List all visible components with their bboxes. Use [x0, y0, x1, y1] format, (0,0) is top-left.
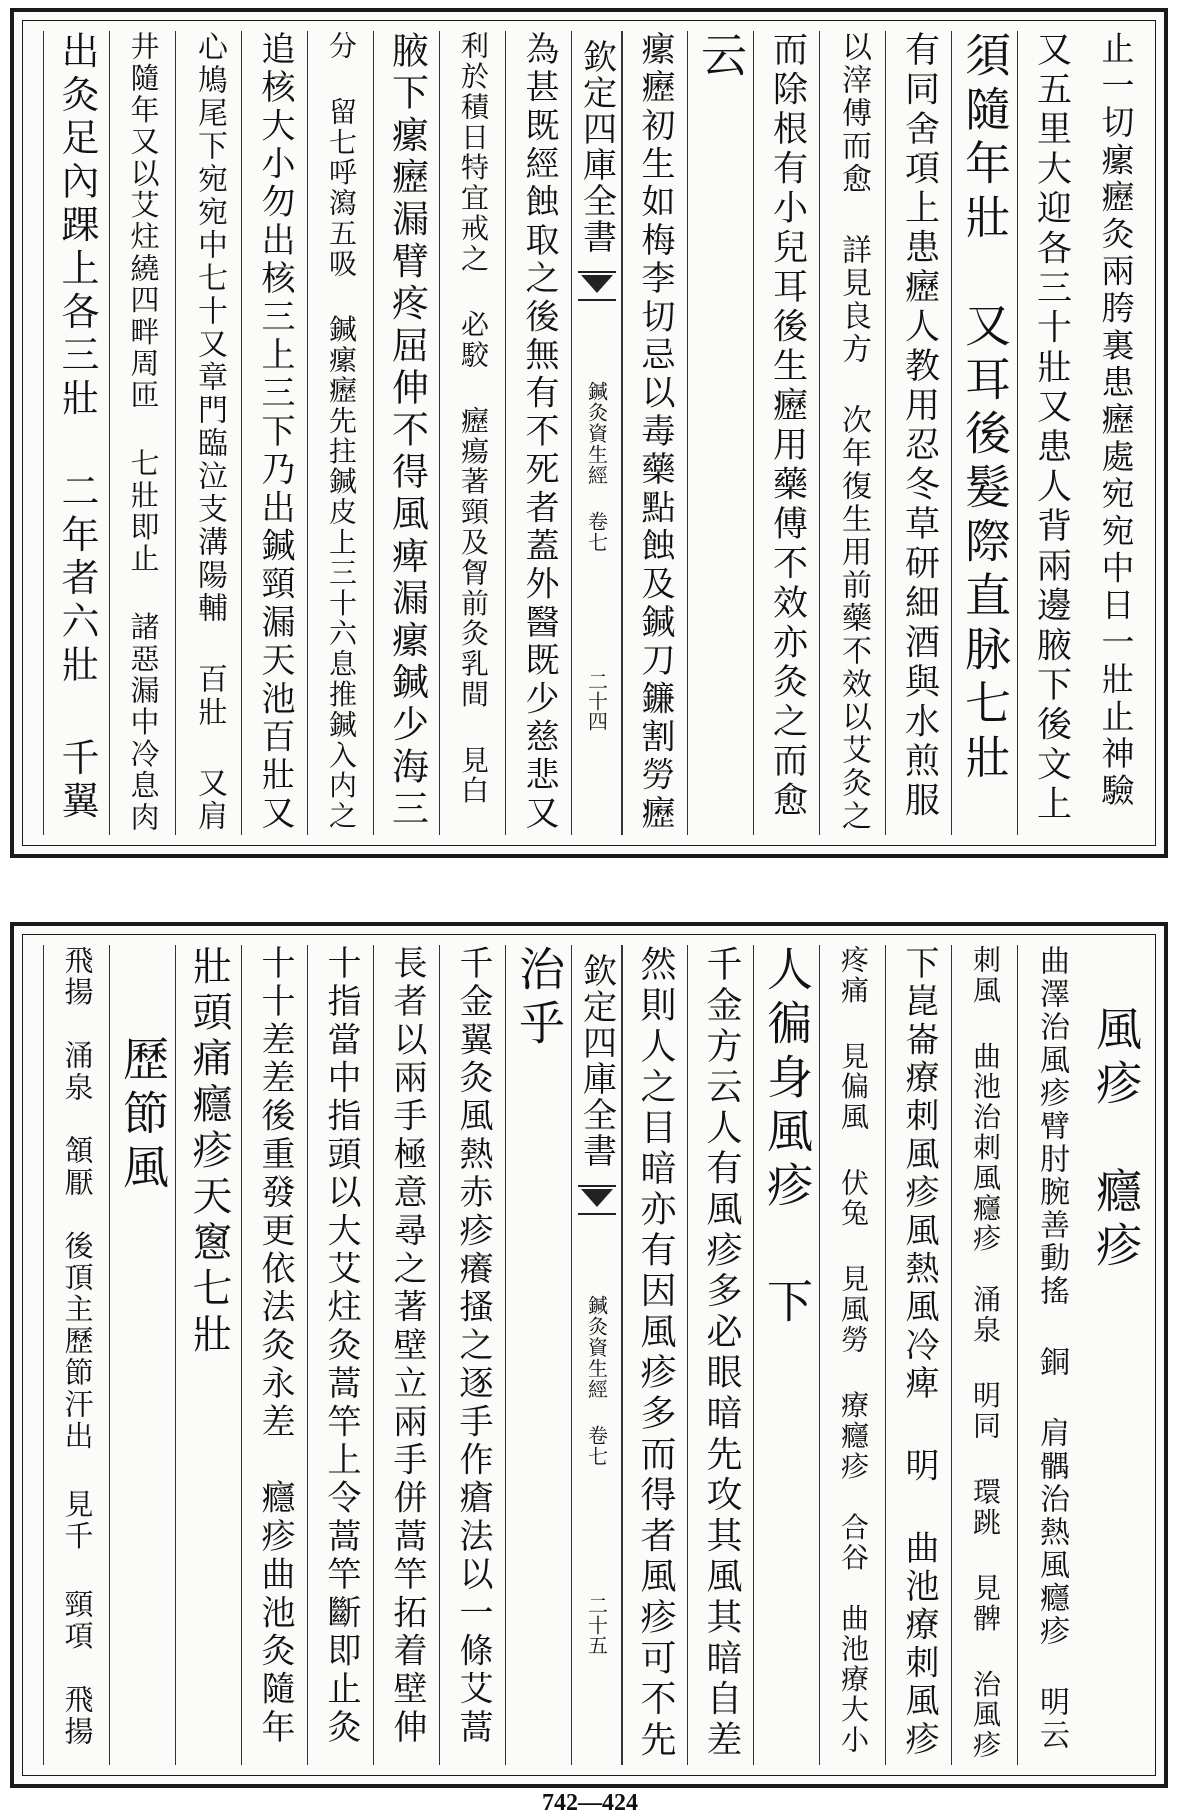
text-column: 以滓傅而愈 詳見良方 次年復生用前藥不效以艾灸之 — [819, 31, 886, 835]
text-column: 追核大小勿出核三上三下乃出鍼頸漏天池百壯又 — [241, 31, 308, 835]
fish-tail-mark — [578, 1185, 616, 1215]
text-column: 千金翼灸風熱赤疹癢搔之逐手作瘡法以一條艾蒿 — [439, 945, 506, 1765]
text-column: 而除根有小兒耳後生癧用藥傅不效亦灸之而愈 — [753, 31, 820, 835]
book-title: 鍼灸資生經 卷七 — [584, 1295, 609, 1467]
text-column: 十指當中指頭以大艾炷灸蒿竿上令蒿竿斷即止灸 — [307, 945, 374, 1765]
text-column: 止一切瘰癧灸兩胯裏患癧處宛宛中日一壯止神驗 — [1096, 31, 1136, 811]
text-column: 心鳩尾下宛宛中七十又章門臨泣支溝陽輔 百壯 又肩 — [175, 31, 242, 835]
text-column: 瘰癧初生如梅李切忌以毒藥點蝕及鍼刀鐮割勞癧 — [621, 31, 688, 835]
catalog-number: 742—424 — [542, 1790, 638, 1816]
page-number: 二十四 — [584, 671, 609, 731]
text-column: 壯頭痛癮疹天窻七壯 — [175, 945, 242, 1765]
center-strip — [571, 31, 623, 835]
page-number: 二十五 — [584, 1595, 609, 1655]
text-column: 千金方云人有風疹多必眼暗先攻其風其暗自差 — [687, 945, 754, 1765]
text-column: 云 — [687, 31, 754, 835]
section-heading: 歷節風 — [109, 945, 176, 1765]
text-column: 利於積日特宜戒之 必駮 癧瘍著頸及胷前灸乳間 見白 — [439, 31, 506, 835]
text-column: 十十差差後重發更依法灸永差 癮疹曲池灸隨年 — [241, 945, 308, 1765]
text-column: 然則人之目暗亦有因風疹多而得者風疹可不先 — [621, 945, 688, 1765]
bottom-page-frame — [22, 934, 1156, 1776]
text-column: 下崑崙療刺風疹風熱風冷痺 明 曲池療刺風疹 — [885, 945, 952, 1765]
text-column: 長者以兩手極意尋之著壁立兩手併蒿竿拓着壁伸 — [373, 945, 440, 1765]
section-heading: 風疹 癮疹 — [1089, 1005, 1143, 1275]
text-column: 人徧身風疹 下 — [753, 945, 820, 1765]
book-title: 鍼灸資生經 卷七 — [584, 381, 609, 553]
text-column: 疼痛 見偏風 伏兔 見風勞 療癮疹 合谷 曲池療大小 — [819, 945, 886, 1765]
strip-title: 欽定四庫全書 — [576, 953, 617, 1169]
text-column: 有同舍項上患癧人教用忍冬草研細酒與水煎服 — [885, 31, 952, 835]
top-page — [10, 8, 1168, 858]
text-column: 曲澤治風疹臂肘腕善動搖 銅 肩髃治熱風癮疹 明云 — [1017, 945, 1084, 1765]
top-page-frame — [22, 20, 1156, 846]
text-column: 腋下瘰癧漏臂疼屈伸不得風痺漏瘰鍼少海三 — [373, 31, 440, 835]
text-column: 分 留七呼瀉五吸 鍼瘰癧先拄鍼皮上三十六息推鍼入内之 — [307, 31, 374, 835]
fish-tail-mark — [578, 271, 616, 301]
text-column: 治乎 — [505, 945, 572, 1765]
text-column: 為甚既經蝕取之後無有不死者蓋外醫既少慈悲又 — [505, 31, 572, 835]
text-column: 須隨年壯 又耳後髮際直脉七壯 — [951, 31, 1018, 835]
text-column: 出灸足內踝上各三壯 二年者六壯 千翼 — [43, 31, 110, 835]
text-column: 飛揚 涌泉 頷厭 後頂主歷節汗出 見千 頸項 飛揚 — [43, 945, 110, 1765]
bottom-page — [10, 922, 1168, 1788]
text-column: 又五里大迎各三十壯又患人背兩邊腋下後文上 — [1017, 31, 1084, 835]
strip-title: 欽定四庫全書 — [576, 39, 617, 255]
center-strip — [571, 945, 623, 1765]
text-column: 井隨年又以艾炷繞四畔周匝 七壯即止 諸惡漏中冷息肉 — [109, 31, 176, 835]
text-column: 刺風 曲池治刺風癮疹 涌泉 明同 環跳 見髀 治風疹 — [951, 945, 1018, 1765]
